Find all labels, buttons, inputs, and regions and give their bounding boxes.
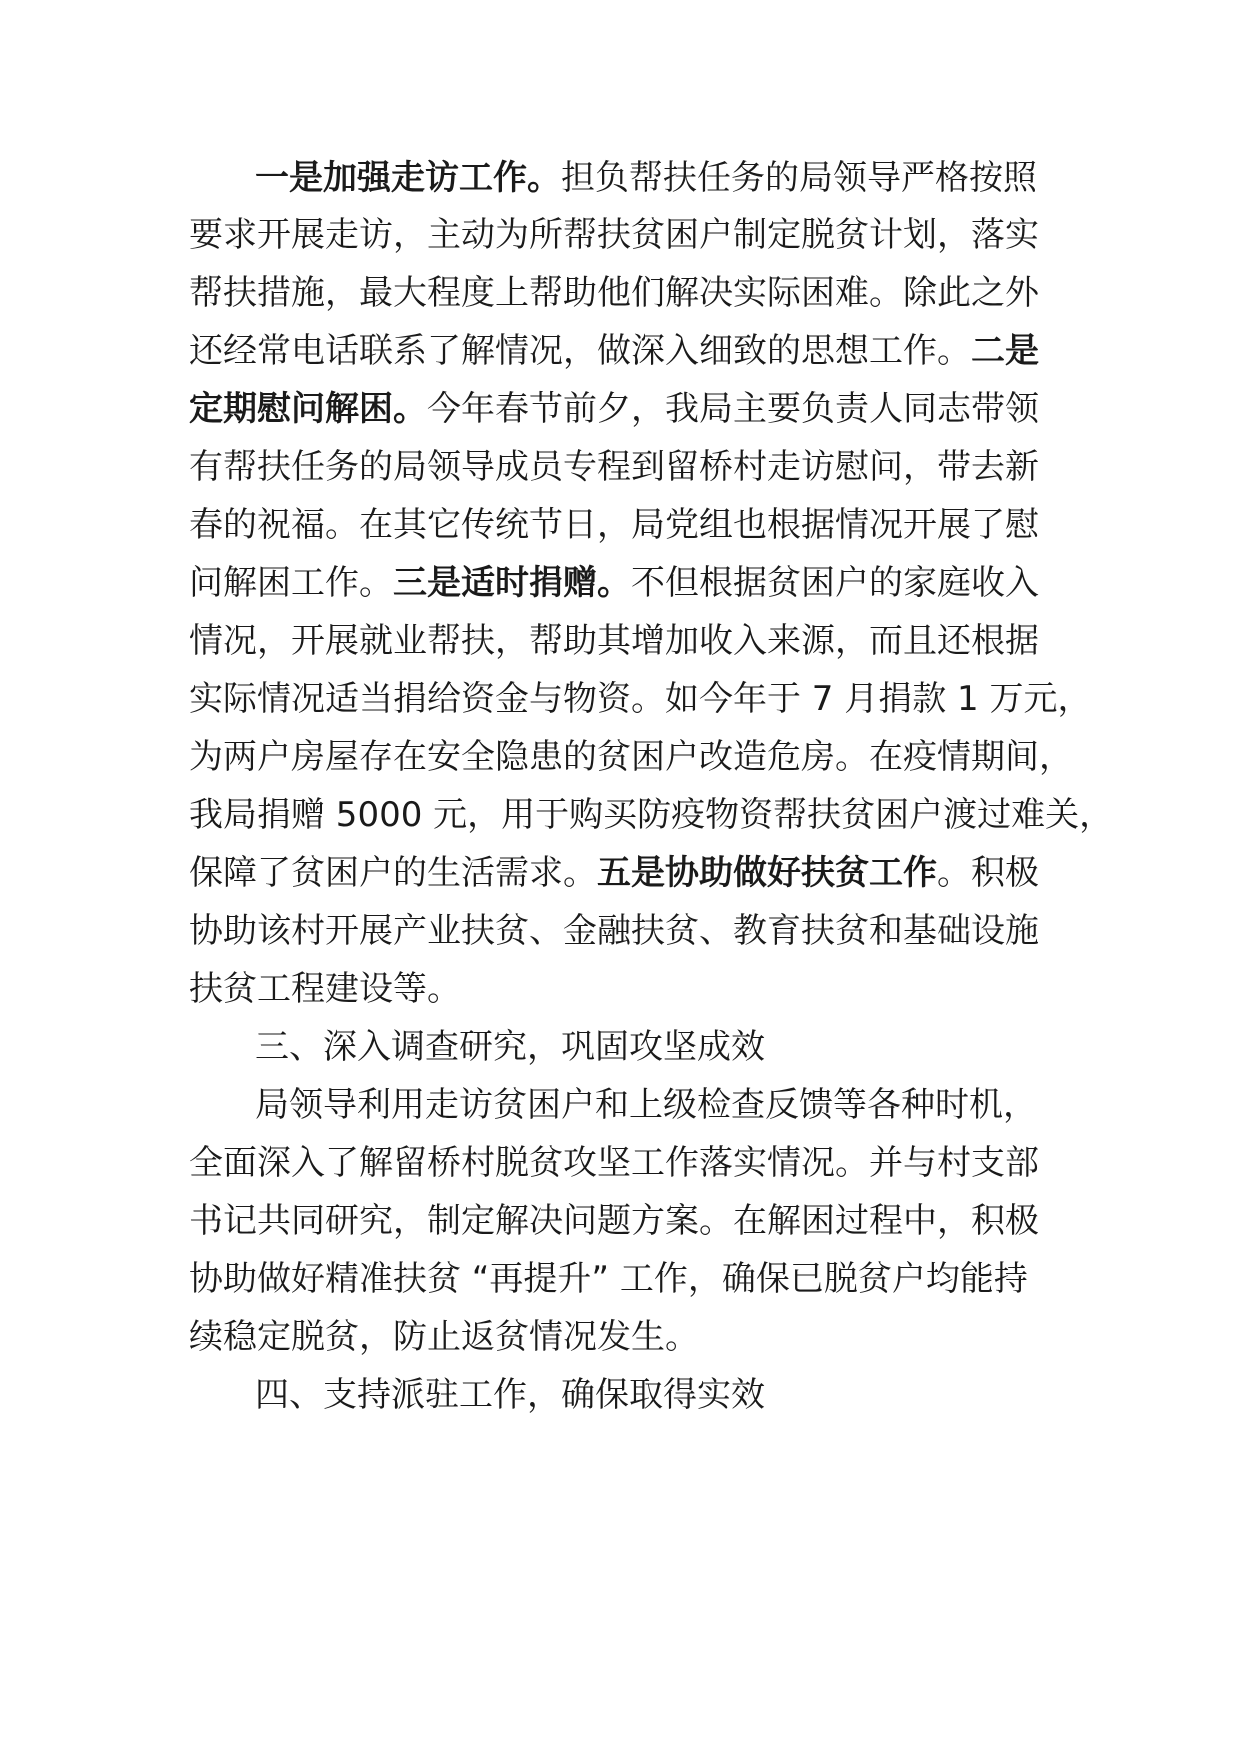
- bold-lead: 定期慰问解困。: [189, 389, 427, 429]
- paragraph-line: 春的祝福。在其它传统节日，局党组也根据情况开展了慰: [189, 505, 1039, 545]
- bold-lead: 一是加强走访工作。: [255, 158, 561, 198]
- bold-lead: 三是适时捐赠。: [393, 563, 631, 603]
- paragraph-line: 局领导利用走访贫困户和上级检查反馈等各种时机，: [255, 1085, 1037, 1125]
- paragraph-line: 扶贫工程建设等。: [189, 969, 461, 1009]
- bold-lead: 五是协助做好扶贫工作: [597, 853, 937, 893]
- bold-lead: 二是: [971, 331, 1039, 371]
- text-span: 保障了贫困户的生活需求。: [189, 853, 597, 893]
- paragraph-line: 情况，开展就业帮扶，帮助其增加收入来源，而且还根据: [189, 621, 1039, 661]
- paragraph-line: 有帮扶任务的局领导成员专程到留桥村走访慰问，带去新: [189, 447, 1039, 487]
- paragraph-line: 实际情况适当捐给资金与物资。如今年于 7 月捐款 1 万元，: [189, 679, 1092, 719]
- paragraph-line: [189, 331, 1039, 371]
- paragraph-line: [189, 389, 1039, 429]
- paragraph-line: 要求开展走访，主动为所帮扶贫困户制定脱贫计划，落实: [189, 215, 1039, 255]
- text-span: 担负帮扶任务的局领导严格按照: [561, 158, 1037, 198]
- text-span: 今年春节前夕，我局主要负责人同志带领: [427, 389, 1039, 429]
- paragraph-line: 帮扶措施，最大程度上帮助他们解决实际困难。除此之外: [189, 273, 1039, 313]
- section-heading: 四、支持派驻工作，确保取得实效: [255, 1375, 765, 1415]
- paragraph-line: 续稳定脱贫，防止返贫情况发生。: [189, 1317, 699, 1357]
- text-span: 不但根据贫困户的家庭收入: [631, 563, 1039, 603]
- paragraph-line: [255, 158, 1037, 198]
- paragraph-line: [189, 563, 1039, 603]
- paragraph-line: 我局捐赠 5000 元，用于购买防疫物资帮扶贫困户渡过难关，: [189, 795, 1114, 835]
- paragraph-line: 协助做好精准扶贫 “再提升” 工作，确保已脱贫户均能持: [189, 1259, 1028, 1299]
- text-span: 问解困工作。: [189, 563, 393, 603]
- paragraph-line: [189, 853, 1039, 893]
- text-span: 还经常电话联系了解情况，做深入细致的思想工作。: [189, 331, 971, 371]
- paragraph-line: 为两户房屋存在安全隐患的贫困户改造危房。在疫情期间，: [189, 737, 1073, 777]
- paragraph-line: 协助该村开展产业扶贫、金融扶贫、教育扶贫和基础设施: [189, 911, 1039, 951]
- paragraph-line: 全面深入了解留桥村脱贫攻坚工作落实情况。并与村支部: [189, 1143, 1039, 1183]
- paragraph-line: 书记共同研究，制定解决问题方案。在解困过程中，积极: [189, 1201, 1039, 1241]
- section-heading: 三、深入调查研究，巩固攻坚成效: [255, 1027, 765, 1067]
- text-span: 。积极: [937, 853, 1039, 893]
